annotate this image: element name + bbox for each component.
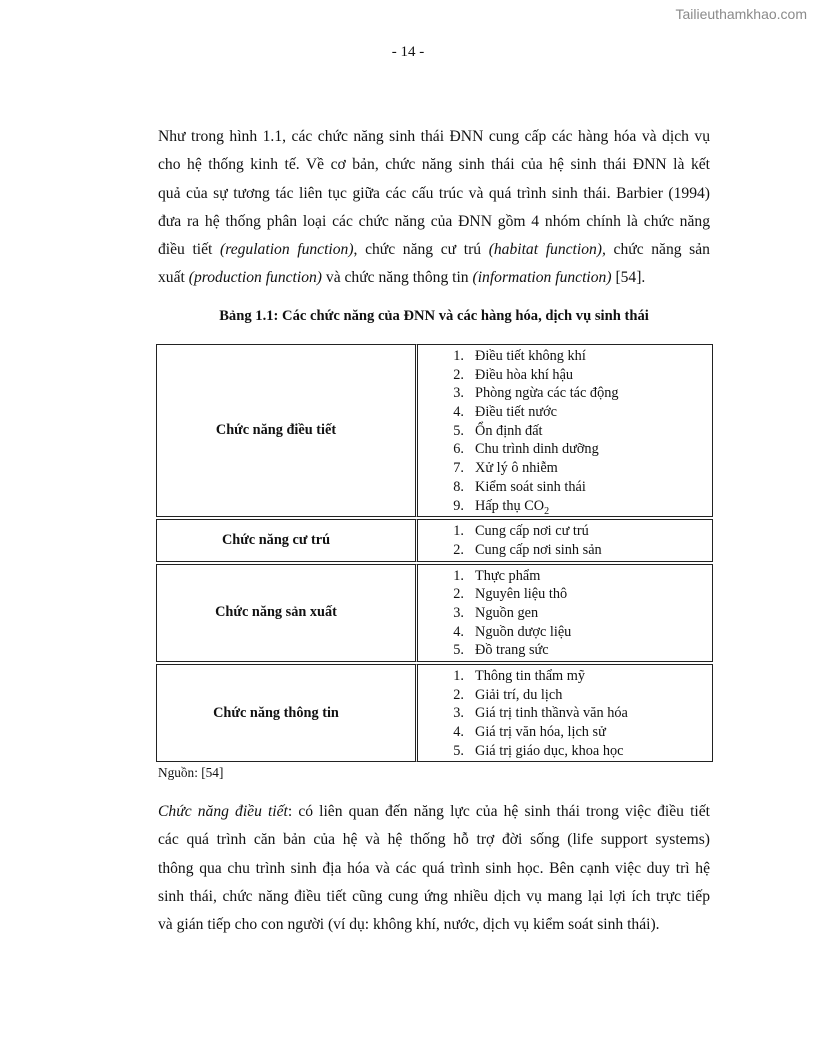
item-number: 4. xyxy=(453,724,464,741)
item-list xyxy=(418,347,712,515)
function-name-cell: Chức năng điều tiết xyxy=(156,344,415,517)
item-label: Nguồn dược liệu xyxy=(475,623,572,640)
list-item xyxy=(418,403,712,422)
list-item xyxy=(418,541,712,560)
list-item xyxy=(418,604,712,623)
item-text xyxy=(475,459,558,478)
italic-term: (production function) xyxy=(188,269,322,287)
item-label: Nguyên liệu thô xyxy=(475,586,568,603)
item-text xyxy=(475,723,606,742)
item-label: Cung cấp nơi cư trú xyxy=(475,523,589,540)
table-row xyxy=(156,564,713,662)
items-cell xyxy=(415,664,713,762)
list-item xyxy=(418,723,712,742)
list-item xyxy=(418,522,712,541)
item-label: Điều tiết không khí xyxy=(475,348,586,364)
item-text xyxy=(475,686,562,705)
table-row xyxy=(156,344,713,517)
item-list xyxy=(418,667,712,760)
subscript: 2 xyxy=(544,505,550,517)
item-label: Đồ trang sức xyxy=(475,642,549,659)
items-cell xyxy=(415,519,713,561)
italic-term: Chức năng điều tiết xyxy=(158,803,288,820)
item-label: Điều hòa khí hậu xyxy=(475,366,574,383)
items-cell xyxy=(415,564,713,662)
item-label: Xử lý ô nhiễm xyxy=(475,460,558,477)
item-label: Ổn định đất xyxy=(475,422,543,439)
list-item xyxy=(418,686,712,705)
item-number: 5. xyxy=(453,422,464,439)
item-text xyxy=(475,704,628,723)
text-run: điều tiết xyxy=(158,241,221,259)
item-number: 3. xyxy=(453,604,464,621)
item-text xyxy=(475,604,538,623)
item-text xyxy=(475,623,571,642)
item-text xyxy=(475,347,586,366)
text-run: và chức năng thông tin xyxy=(322,269,473,287)
table-caption: Bảng 1.1: Các chức năng của ĐNN và các hàng hóa, dịch vụ sinh thái xyxy=(219,308,649,324)
item-text xyxy=(475,641,549,660)
item-number: 1. xyxy=(453,523,464,540)
item-label: Nguồn gen xyxy=(475,604,539,621)
item-number: 1. xyxy=(453,348,464,364)
table-body xyxy=(156,344,713,762)
item-number: 7. xyxy=(453,460,464,477)
item-text xyxy=(475,742,623,761)
list-item xyxy=(418,704,712,723)
list-item xyxy=(418,641,712,660)
list-item xyxy=(418,440,712,459)
list-item xyxy=(418,497,712,516)
list-item xyxy=(418,567,712,586)
item-text xyxy=(475,567,540,586)
item-label: Cung cấp nơi sinh sản xyxy=(475,541,602,558)
list-item xyxy=(418,422,712,441)
function-name-cell: Chức năng sản xuất xyxy=(156,564,415,662)
paragraph-line xyxy=(158,798,710,826)
item-number: 2. xyxy=(453,586,464,603)
italic-term: (regulation function) xyxy=(220,241,354,259)
item-number: 2. xyxy=(453,366,464,383)
paragraph-line: Như trong hình 1.1, các chức năng sinh thái ĐNN cung cấp các hàng hóa và dịch vụ xyxy=(158,128,710,145)
list-item xyxy=(418,347,712,366)
list-item xyxy=(418,459,712,478)
item-list xyxy=(418,522,712,559)
paragraph-line: và gián tiếp cho con người (ví dụ: không khí, nước, dịch vụ kiểm soát sinh thái). xyxy=(158,916,660,934)
table-row xyxy=(156,519,713,561)
item-number: 1. xyxy=(453,567,464,584)
items-cell xyxy=(415,344,713,517)
item-label: Chu trình dinh dưỡng xyxy=(475,441,599,458)
table-row xyxy=(156,664,713,762)
item-label: Thông tin thẩm mỹ xyxy=(475,668,585,684)
page-number: - 14 - xyxy=(391,44,425,60)
item-text xyxy=(475,541,602,560)
item-label: Phòng ngừa các tác động xyxy=(475,385,619,402)
item-text xyxy=(475,585,567,604)
item-number: 4. xyxy=(453,623,464,640)
intro-paragraph xyxy=(158,123,710,293)
functions-table xyxy=(156,342,713,764)
item-number: 2. xyxy=(453,541,464,558)
item-label: Điều tiết nước xyxy=(475,404,558,421)
list-item xyxy=(418,623,712,642)
paragraph-line: các quá trình căn bản của hệ và hệ thống hỗ trợ đời sống (life support systems) xyxy=(158,831,710,849)
paragraph-line xyxy=(158,236,710,264)
item-number: 4. xyxy=(453,404,464,421)
italic-term: (information function) xyxy=(472,269,612,287)
regulation-paragraph xyxy=(158,798,710,939)
paragraph-line xyxy=(158,264,710,292)
item-text xyxy=(475,403,557,422)
item-number: 5. xyxy=(453,742,464,759)
item-label: Thực phẩm xyxy=(475,567,541,584)
text-run: : có liên quan đến năng lực của hệ sinh thái trong việc điều tiết xyxy=(287,803,710,820)
item-list xyxy=(418,567,712,660)
paragraph-line: sinh thái, chức năng điều tiết cũng cung ứng nhiều dịch vụ mang lại lợi ích trực tiếp xyxy=(158,887,710,905)
list-item xyxy=(418,366,712,385)
item-number: 3. xyxy=(453,385,464,402)
italic-term: (habitat function), xyxy=(488,241,606,259)
item-number: 6. xyxy=(453,441,464,458)
item-text xyxy=(475,384,619,403)
item-text xyxy=(475,497,549,516)
list-item xyxy=(418,384,712,403)
function-name-cell: Chức năng thông tin xyxy=(156,664,415,762)
item-text xyxy=(475,667,585,686)
text-run: xuất xyxy=(158,269,189,287)
paragraph-line: thông qua chu trình sinh địa hóa và các quá trình sinh học. Bên cạnh việc duy trì hệ xyxy=(158,859,710,877)
text-run: [54]. xyxy=(611,269,646,287)
paragraph-line: đưa ra hệ thống phân loại các chức năng của ĐNN gồm 4 nhóm chính là chức năng xyxy=(158,212,710,230)
item-text xyxy=(475,440,599,459)
text-run: chức năng sản xyxy=(605,241,710,259)
table-source: Nguồn: [54] xyxy=(158,765,224,780)
list-item xyxy=(418,585,712,604)
item-number: 2. xyxy=(453,686,464,703)
paragraph-line: quả của sự tương tác liên tục giữa các cấu trúc và quá trình sinh thái. Barbier (1994) xyxy=(158,184,710,202)
item-number: 8. xyxy=(453,478,464,495)
item-number: 5. xyxy=(453,642,464,659)
item-text xyxy=(475,478,586,497)
function-name-cell: Chức năng cư trú xyxy=(156,519,415,561)
item-text xyxy=(475,522,589,541)
list-item xyxy=(418,478,712,497)
list-item xyxy=(418,667,712,686)
item-label: Kiểm soát sinh thái xyxy=(475,478,586,495)
item-label: Hấp thụ CO xyxy=(475,497,545,514)
item-label: Giải trí, du lịch xyxy=(475,686,563,703)
watermark: Tailieuthamkhao.com xyxy=(675,6,807,22)
item-label: Giá trị tinh thầnvà văn hóa xyxy=(475,705,628,722)
item-text xyxy=(475,366,573,385)
item-label: Giá trị giáo dục, khoa học xyxy=(475,742,624,759)
text-run: , chức năng cư trú xyxy=(353,241,489,259)
item-number: 9. xyxy=(453,497,464,514)
paragraph-line: cho hệ thống kinh tế. Về cơ bản, chức năng sinh thái của hệ sinh thái ĐNN là kết xyxy=(158,156,710,174)
list-item xyxy=(418,742,712,761)
item-number: 1. xyxy=(453,668,464,684)
item-label: Giá trị văn hóa, lịch sử xyxy=(475,724,606,741)
item-number: 3. xyxy=(453,705,464,722)
item-text xyxy=(475,422,543,441)
